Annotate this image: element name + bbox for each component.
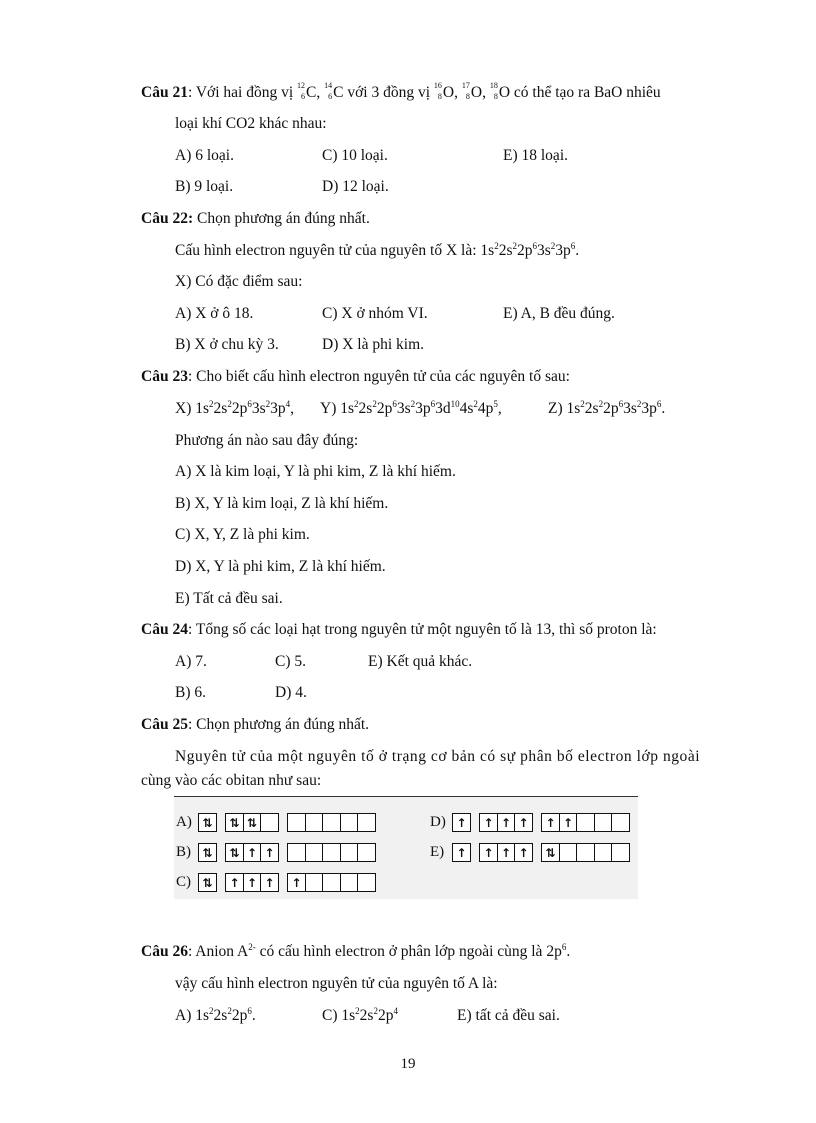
orbital-box: ↑ (497, 843, 516, 862)
orbital-s-group (198, 813, 217, 832)
q21-stem: Câu 21: Với hai đồng vị 12 6 C, 14 6 C với 3 đồng vị 16 8 O, 17 8 O, 18 8 O có thể tạo ra BaO nhiêu (141, 81, 661, 101)
orbital-box (322, 843, 341, 862)
q22-label: Câu 22: (141, 210, 194, 227)
q22-stem: Câu 22: Chọn phương án đúng nhất. (141, 210, 370, 227)
orbital-box: ↑ (452, 843, 471, 862)
orbital-box (305, 813, 324, 832)
q24-option-e: E) Kết quả khác. (368, 653, 473, 670)
q24-label: Câu 24 (141, 621, 188, 638)
orbital-label-b: B) (176, 844, 191, 860)
orbital-label-e: E) (430, 844, 445, 860)
orbital-diagram-figure (174, 796, 638, 899)
orbital-box (576, 813, 595, 832)
page-number: 19 (400, 1056, 416, 1072)
isotope-o17: 17 8 (461, 81, 470, 101)
orbital-s-group (452, 813, 471, 832)
orbital-box: ↑ (243, 843, 262, 862)
orbital-box (594, 813, 613, 832)
orbital-s-group (452, 843, 471, 862)
orbital-box (305, 843, 324, 862)
orbital-box (340, 813, 359, 832)
q24-stem: Câu 24: Tổng số các loại hạt trong nguyên tử một nguyên tố là 13, thì số proton là: (141, 621, 657, 638)
orbital-box: ↑ (479, 813, 498, 832)
q22-option-e: E) A, B đều đúng. (503, 305, 615, 322)
isotope-c12: 12 6 (297, 81, 306, 101)
q21-option-a: A) 6 loại. (175, 147, 234, 164)
orbital-p-group (479, 843, 533, 862)
q23-option-a: A) X là kim loại, Y là phi kim, Z là khí hiếm. (175, 463, 456, 480)
q25-paragraph-line2: cùng vào các obitan như sau: (141, 772, 322, 789)
orbital-p-group (225, 843, 279, 862)
orbital-box (340, 843, 359, 862)
orbital-box: ⇅ (225, 843, 244, 862)
orbital-box: ⇅ (198, 843, 217, 862)
orbital-box (611, 813, 630, 832)
orbital-box: ↑ (559, 813, 578, 832)
q24-option-b: B) 6. (175, 684, 206, 701)
orbital-box: ↑ (287, 873, 306, 892)
orbital-d-group (541, 813, 630, 832)
q26-label: Câu 26 (141, 943, 188, 960)
q25-stem: Câu 25: Chọn phương án đúng nhất. (141, 716, 370, 733)
isotope-o18: 18 8 (489, 81, 498, 101)
orbital-box (594, 843, 613, 862)
q25-label: Câu 25 (141, 716, 188, 733)
q26-stem-line2: vậy cấu hình electron nguyên tử của nguyên tố A là: (175, 975, 498, 992)
orbital-box (322, 873, 341, 892)
q26-option-e: E) tất cả đều sai. (457, 1007, 560, 1024)
orbital-box (260, 813, 279, 832)
q21-option-d: D) 12 loại. (322, 178, 389, 195)
orbital-box: ↑ (541, 813, 560, 832)
orbital-row-d (430, 813, 638, 832)
isotope-c14: 14 6 (324, 81, 333, 101)
orbital-row-b (176, 843, 384, 862)
q23-label: Câu 23 (141, 368, 188, 385)
orbital-box: ⇅ (243, 813, 262, 832)
q23-option-d: D) X, Y là phi kim, Z là khí hiếm. (175, 558, 386, 575)
q26-option-c: C) $1s^22s^22p^4$ (322, 1005, 398, 1024)
q24-option-a: A) 7. (175, 653, 207, 670)
orbital-box: ↑ (225, 873, 244, 892)
orbital-row-e (430, 843, 638, 862)
q21-option-c: C) 10 loại. (322, 147, 388, 164)
orbital-d-group (541, 843, 630, 862)
orbital-box (576, 843, 595, 862)
q23-config-y: Y) $1s^22s^22p^63s^23p^63d^{10}4s^24p^5$, (320, 398, 502, 417)
orbital-box: ↑ (260, 873, 279, 892)
orbital-box (357, 813, 376, 832)
orbital-box: ↑ (514, 843, 533, 862)
q26-option-a: A) $1s^22s^22p^6$. (175, 1005, 256, 1024)
q22-option-c: C) X ở nhóm VI. (322, 305, 428, 322)
orbital-p-group (225, 873, 279, 892)
q24-option-d: D) 4. (275, 684, 307, 701)
orbital-d-group (287, 873, 376, 892)
orbital-d-group (287, 843, 376, 862)
orbital-box: ↑ (260, 843, 279, 862)
orbital-box (357, 873, 376, 892)
orbital-box: ⇅ (541, 843, 560, 862)
q23-option-b: B) X, Y là kim loại, Z là khí hiếm. (175, 495, 389, 512)
orbital-s-group (198, 873, 217, 892)
q23-option-c: C) X, Y, Z là phi kim. (175, 526, 310, 543)
orbital-box: ↑ (514, 813, 533, 832)
q23-stem: Câu 23: Cho biết cấu hình electron nguyên tử của các nguyên tố sau: (141, 368, 570, 385)
q25-paragraph-line1: Nguyên tử của một nguyên tố ở trạng cơ bản có sự phân bố electron lớp ngoài (175, 748, 701, 765)
isotope-o16: 16 8 (433, 81, 442, 101)
orbital-s-group (198, 843, 217, 862)
orbital-box (611, 843, 630, 862)
orbital-box (559, 843, 578, 862)
q21-option-e: E) 18 loại. (503, 147, 568, 164)
orbital-box: ⇅ (198, 813, 217, 832)
orbital-box: ↑ (243, 873, 262, 892)
orbital-box (305, 873, 324, 892)
orbital-label-a: A) (176, 814, 192, 830)
orbital-box (340, 873, 359, 892)
q22-option-d: D) X là phi kim. (322, 336, 425, 353)
orbital-box (357, 843, 376, 862)
q21-option-b: B) 9 loại. (175, 178, 234, 195)
q22-configuration: Cấu hình electron nguyên tử của nguyên tố X là: $1s^22s^22p^63s^23p^6$. (175, 240, 580, 259)
q22-stem-line3: X) Có đặc điểm sau: (175, 273, 303, 290)
q24-option-c: C) 5. (275, 653, 306, 670)
q23-config-z: Z) $1s^22s^22p^63s^23p^6$. (548, 398, 666, 417)
orbital-p-group (479, 813, 533, 832)
q23-question: Phương án nào sau đây đúng: (175, 432, 359, 449)
q21-stem-line2: loại khí CO2 khác nhau: (175, 115, 327, 132)
q26-stem: Câu 26: Anion $A^{2-}$ có cấu hình electron ở phân lớp ngoài cùng là $2p^6$. (141, 941, 571, 960)
q22-option-b: B) X ở chu kỳ 3. (175, 336, 279, 353)
orbital-box (322, 813, 341, 832)
orbital-label-d: D) (430, 814, 446, 830)
q23-option-e: E) Tất cả đều sai. (175, 590, 283, 607)
orbital-box: ⇅ (225, 813, 244, 832)
orbital-box: ↑ (452, 813, 471, 832)
q22-option-a: A) X ở ô 18. (175, 305, 254, 322)
orbital-box: ↑ (497, 813, 516, 832)
q21-label: Câu 21 (141, 84, 188, 101)
orbital-box: ⇅ (198, 873, 217, 892)
orbital-box (287, 813, 306, 832)
orbital-row-c (176, 873, 384, 892)
orbital-d-group (287, 813, 376, 832)
orbital-p-group (225, 813, 279, 832)
orbital-label-c: C) (176, 874, 191, 890)
orbital-row-a (176, 813, 384, 832)
q23-config-x: X) $1s^22s^22p^63s^23p^4$, (175, 398, 294, 417)
orbital-box (287, 843, 306, 862)
orbital-box: ↑ (479, 843, 498, 862)
